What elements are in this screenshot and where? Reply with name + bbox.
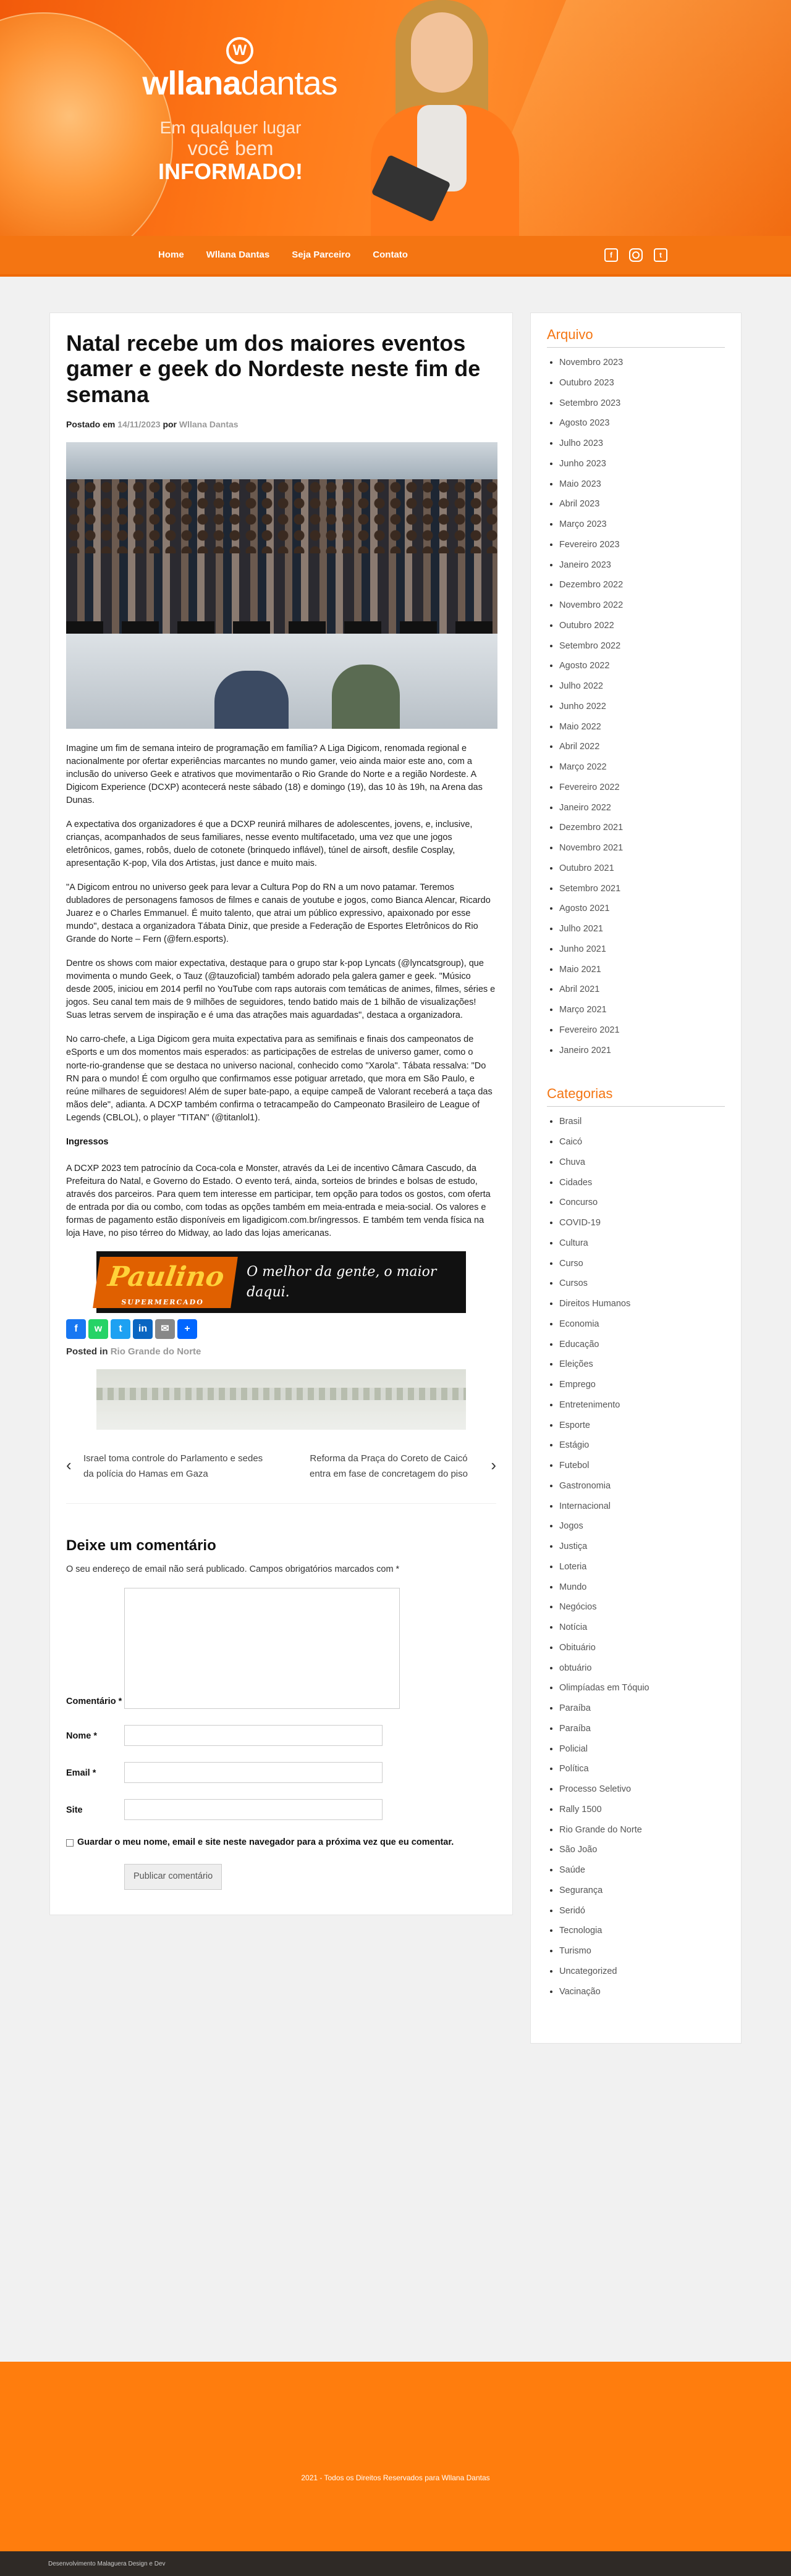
category-link[interactable]: • São João	[559, 1844, 725, 1857]
sponsor-banner[interactable]	[96, 1251, 466, 1313]
category-link[interactable]: • Esporte	[559, 1419, 725, 1433]
category-link[interactable]: • Obituário	[559, 1642, 725, 1655]
name-row	[66, 1725, 496, 1746]
category-link[interactable]: • Notícia	[559, 1621, 725, 1635]
twitter-icon[interactable]: t	[654, 248, 667, 262]
category-link[interactable]: • Olimpíadas em Tóquio	[559, 1682, 725, 1695]
category-link[interactable]: • Futebol	[559, 1459, 725, 1473]
archive-link[interactable]: • Fevereiro 2022	[559, 781, 725, 795]
share-button[interactable]: w	[88, 1319, 108, 1339]
comment-label: Comentário *	[66, 1696, 122, 1706]
category-link[interactable]: • Direitos Humanos	[559, 1298, 725, 1311]
chevron-left-icon: ‹	[66, 1455, 72, 1474]
archive-link[interactable]: • Maio 2021	[559, 963, 725, 977]
archive-link[interactable]: • Setembro 2023	[559, 397, 725, 411]
chevron-right-icon: ›	[491, 1455, 496, 1474]
category-link[interactable]: • Turismo	[559, 1945, 725, 1958]
comment-form	[66, 1535, 496, 1890]
archive-link[interactable]: • Julho 2022	[559, 680, 725, 694]
category-link[interactable]: • Segurança	[559, 1884, 725, 1898]
archive-link[interactable]: • Dezembro 2021	[559, 821, 725, 835]
site-row	[66, 1799, 496, 1820]
category-link[interactable]: • COVID-19	[559, 1217, 725, 1230]
logo-part2: dantas	[240, 65, 337, 102]
sponsor-brand: Paulino	[106, 1261, 226, 1293]
post-paragraph-tickets: A DCXP 2023 tem patrocínio da Coca-cola e Monster, através da Lei de incentivo Câmara Cascudo, da Prefeitura do Natal, e Governo do Estado. O evento terá, ainda, sorteios de brindes e bolsas de estudo, através dos parceiros. Para quem tem interesse em participar, tem opção para todos os gostos, com oferta de entrada por dia ou combo, com todas as opções também em meia-entrada e meia-social. Os valores e formas de pagamento estão disponíveis em ligadigicom.com.br/ingressos. E também tem venda física na loja Have, no piso térreo do Midway, ao lado das lojas americanas.	[66, 1164, 491, 1239]
author-link[interactable]: Wllana Dantas	[179, 419, 239, 430]
main-nav	[0, 236, 791, 277]
category-link[interactable]: • Tecnologia	[559, 1924, 725, 1938]
comment-textarea[interactable]	[124, 1588, 400, 1709]
site-label: Site	[66, 1805, 83, 1815]
category-link[interactable]: • Gastronomia	[559, 1480, 725, 1493]
category-link[interactable]: Rio Grande do Norte	[110, 1346, 201, 1357]
share-buttons	[66, 1319, 496, 1339]
category-link[interactable]: • Brasil	[559, 1115, 725, 1129]
logo-w-icon: W	[226, 37, 253, 64]
archive-list	[547, 356, 725, 1057]
section-heading-ingressos: Ingressos	[66, 1136, 109, 1147]
category-link[interactable]: • Estágio	[559, 1439, 725, 1453]
nav-item[interactable]: Seja Parceiro	[292, 249, 351, 260]
post-title: Natal recebe um dos maiores eventos gamer e geek do Nordeste neste fim de semana	[66, 330, 481, 407]
post-body	[66, 742, 496, 1124]
category-link[interactable]: • Emprego	[559, 1378, 725, 1392]
category-link[interactable]: • Justiça	[559, 1540, 725, 1554]
category-link[interactable]: • Paraíba	[559, 1722, 725, 1736]
by-label: por	[163, 419, 177, 430]
archive-link[interactable]: • Junho 2022	[559, 700, 725, 714]
share-button[interactable]: ✉	[155, 1319, 175, 1339]
archive-link[interactable]: • Novembro 2022	[559, 599, 725, 613]
archive-link[interactable]: • Julho 2023	[559, 437, 725, 451]
consent-row	[66, 1836, 496, 1850]
category-link[interactable]: • Loteria	[559, 1561, 725, 1574]
main-wrap	[49, 313, 742, 2044]
nav-menu	[158, 248, 430, 262]
facebook-icon[interactable]: f	[604, 248, 618, 262]
categories-title: Categorias	[547, 1083, 725, 1107]
email-input[interactable]	[124, 1762, 383, 1783]
category-link[interactable]: • Mundo	[559, 1581, 725, 1595]
posted-in	[66, 1345, 496, 1359]
previous-post-title: Israel toma controle do Parlamento e sedes da polícia do Hamas em Gaza	[83, 1453, 263, 1480]
tagline-line3: INFORMADO!	[158, 158, 303, 184]
archive-link[interactable]: • Março 2022	[559, 761, 725, 774]
archive-link[interactable]: • Outubro 2022	[559, 619, 725, 633]
post-paragraph: Dentre os shows com maior expectativa, destaque para o grupo star k-pop Lyncats (@lyncatsgroup), que movimenta o mundo Geek, o Tauz (@tauzoficial) também adorado pela galera gamer e geek. "Músico desde 2005, iniciou em 2014 perfil no YouTube com raps autorais com temáticas de animes, filmes, séries e jogos. Seu canal tem mais de 9 milhões de seguidores, tendo batido mais de 1 bilhão de visualizações! Suas letras servem de inspiração e é uma das atrações mais aguardadas", destaca a organizadora.	[66, 959, 496, 1021]
consent-checkbox[interactable]	[66, 1839, 74, 1847]
name-label: Nome *	[66, 1731, 97, 1741]
archive-link[interactable]: • Agosto 2022	[559, 660, 725, 673]
archive-link[interactable]: • Novembro 2023	[559, 356, 725, 370]
next-post-link[interactable]	[298, 1451, 496, 1482]
logo-part1: wllana	[142, 65, 241, 102]
archive-link[interactable]: • Dezembro 2022	[559, 579, 725, 592]
archive-link[interactable]: • Outubro 2021	[559, 862, 725, 876]
tagline-line1: Em qualquer lugar	[159, 118, 302, 137]
category-link[interactable]: • Internacional	[559, 1500, 725, 1514]
post-paragraph: "A Digicom entrou no universo geek para levar a Cultura Pop do RN a um novo patamar. Teremos dubladores de personagens famosos de filmes e canais de youtube e jogos, como Bianca Alencar, Ricardo Juarez e o Charles Emmanuel. É muito talento, que atrai um público expressivo, apaixonado por esse mundo", destaca a organizadora Tábata Diniz, que preside a Federação de Esportes Eletrônicos do Rio Grande do Norte – Fern (@fern.esports).	[66, 883, 491, 945]
archive-link[interactable]: • Setembro 2022	[559, 640, 725, 653]
category-link[interactable]: • Policial	[559, 1743, 725, 1756]
share-button[interactable]: +	[177, 1319, 197, 1339]
footer-copyright: 2021 - Todos os Direitos Reservados para Wllana Dantas	[301, 2473, 490, 2482]
featured-image	[66, 442, 497, 729]
related-image	[96, 1369, 466, 1430]
name-input[interactable]	[124, 1725, 383, 1746]
logo-text	[141, 67, 339, 100]
archive-link[interactable]: • Outubro 2023	[559, 377, 725, 390]
category-link[interactable]: • Negócios	[559, 1601, 725, 1614]
category-link[interactable]: • Cidades	[559, 1177, 725, 1190]
site-footer	[0, 2362, 791, 2551]
category-link[interactable]: • Caicó	[559, 1136, 725, 1149]
submit-comment-button[interactable]: Publicar comentário	[124, 1864, 222, 1890]
email-label: Email *	[66, 1768, 96, 1778]
post-date-link[interactable]: 14/11/2023	[117, 419, 161, 430]
categories-list	[547, 1115, 725, 1999]
category-link[interactable]: • Chuva	[559, 1156, 725, 1170]
posted-label: Postado em	[66, 419, 116, 430]
sponsor-logo	[93, 1257, 238, 1308]
footer-credit[interactable]: Desenvolvimento Malaguera Design e Dev	[48, 2560, 166, 2567]
category-link[interactable]: • Entretenimento	[559, 1399, 725, 1412]
category-link[interactable]: • Economia	[559, 1318, 725, 1332]
consent-label: Guardar o meu nome, email e site neste navegador para a próxima vez que eu comentar.	[77, 1837, 454, 1847]
presenter-photo	[365, 0, 525, 236]
archive-title: Arquivo	[547, 324, 725, 348]
header-tagline	[153, 119, 308, 184]
comment-note: O seu endereço de email não será publicado. Campos obrigatórios marcados com *	[66, 1564, 400, 1574]
archive-link[interactable]: • Janeiro 2021	[559, 1044, 725, 1058]
post-navigation	[66, 1451, 496, 1504]
category-link[interactable]: • Paraíba	[559, 1702, 725, 1716]
comment-row	[66, 1588, 496, 1709]
category-link[interactable]: • Processo Seletivo	[559, 1783, 725, 1797]
category-link[interactable]: • Curso	[559, 1257, 725, 1271]
archive-link[interactable]: • Janeiro 2023	[559, 559, 725, 573]
post-paragraph: No carro-chefe, a Liga Digicom gera muita expectativa para as semifinais e finais dos campeonatos de eSports e um dos momentos mais esperados: as participações de estrelas de universo gamer, como o norte-rio-grandense que se destaca no universo nacional, conhecido como "Xarola". Tábata ressalva: "Do RN para o mundo! É com orgulho que confirmamos esse potiguar arretado, que mora em São Paulo, e reúne milhares de seguidores! Além de super bate-papo, a equipe campeã de Valorant receberá a taça das mãos dele", adianta. A DCXP também confirma o tetracampeão do Campeonato Brasileiro de League of Legends (CBLOL), o player "TITAN" (@titanlol1).	[66, 1034, 493, 1123]
category-link[interactable]: • Rally 1500	[559, 1803, 725, 1817]
posted-in-label: Posted in	[66, 1346, 108, 1357]
category-link[interactable]: • Educação	[559, 1338, 725, 1352]
comment-title: Deixe um comentário	[66, 1537, 216, 1554]
category-link[interactable]: • Saúde	[559, 1864, 725, 1877]
post-paragraph: Imagine um fim de semana inteiro de programação em família? A Liga Digicom, renomada regional e nacionalmente por ofertar experiências marcantes no mundo gamer, veio ainda maior este ano, com a inclusão do universo Geek e atrativos que movimentarão o Rio Grande do Norte e a região Nordeste. A Digicom Experience (DCXP) acontecerá neste sábado (18) e domingo (19), das 10 às 19h, na Arena das Dunas.	[66, 744, 483, 806]
sidebar	[530, 313, 742, 2044]
share-button[interactable]: f	[66, 1319, 86, 1339]
bottom-bar	[0, 2551, 791, 2576]
archive-link[interactable]: • Junho 2023	[559, 458, 725, 471]
archive-link[interactable]: • Agosto 2023	[559, 417, 725, 430]
site-input[interactable]	[124, 1799, 383, 1820]
category-link[interactable]: • Cursos	[559, 1277, 725, 1291]
post-meta	[66, 418, 496, 431]
next-post-title: Reforma da Praça do Coreto de Caicó entra em fase de concretagem do piso	[310, 1453, 468, 1480]
sponsor-slogan: O melhor da gente, o maior daqui.	[247, 1264, 437, 1301]
category-link[interactable]: • Política	[559, 1763, 725, 1776]
category-link[interactable]: • Eleições	[559, 1358, 725, 1372]
category-link[interactable]: • Jogos	[559, 1520, 725, 1533]
nav-item[interactable]: Wllana Dantas	[206, 249, 270, 260]
nav-item[interactable]: Home	[158, 249, 184, 260]
archive-link[interactable]: • Maio 2023	[559, 478, 725, 492]
archive-link[interactable]: • Abril 2021	[559, 983, 725, 997]
post-content	[49, 313, 513, 1915]
nav-item[interactable]: Contato	[373, 249, 408, 260]
instagram-icon[interactable]	[629, 248, 643, 262]
category-link[interactable]: • Rio Grande do Norte	[559, 1824, 725, 1837]
previous-post-link[interactable]	[66, 1451, 264, 1482]
archive-link[interactable]: • Janeiro 2022	[559, 802, 725, 815]
category-link[interactable]: • obtuário	[559, 1662, 725, 1676]
archive-link[interactable]: • Abril 2022	[559, 740, 725, 754]
category-link[interactable]: • Concurso	[559, 1196, 725, 1210]
category-link[interactable]: • Uncategorized	[559, 1965, 725, 1979]
categories-widget	[547, 1083, 725, 1999]
archive-link[interactable]: • Março 2023	[559, 518, 725, 532]
category-link[interactable]: • Cultura	[559, 1237, 725, 1251]
archive-link[interactable]: • Fevereiro 2023	[559, 539, 725, 552]
post-paragraph: A expectativa dos organizadores é que a DCXP reunirá milhares de adolescentes, jovens, e, inclusive, crianças, acompanhados de seus familiares, nesse evento multifacetado, uma vez que une jogos eletrônicos, games, robôs, duelo de cotonete (brinquedo inflável), túnel de airsoft, desfile Cosplay, apresentação K-pop, Vila dos Artistas, just dance e muito mais.	[66, 820, 473, 869]
category-link[interactable]: • Seridó	[559, 1905, 725, 1918]
archive-link[interactable]: • Abril 2023	[559, 498, 725, 511]
archive-widget	[547, 324, 725, 1057]
share-button[interactable]: t	[111, 1319, 130, 1339]
archive-link[interactable]: • Junho 2021	[559, 943, 725, 957]
archive-link[interactable]: • Fevereiro 2021	[559, 1024, 725, 1038]
sponsor-brand-sub: SUPERMERCADO	[121, 1298, 205, 1307]
archive-link[interactable]: • Março 2021	[559, 1004, 725, 1017]
tagline-line2: você bem	[187, 136, 274, 159]
category-link[interactable]: • Vacinação	[559, 1986, 725, 1999]
share-button[interactable]: in	[133, 1319, 153, 1339]
site-header	[0, 0, 791, 236]
archive-link[interactable]: • Julho 2021	[559, 923, 725, 936]
social-links	[604, 248, 667, 262]
archive-link[interactable]: • Setembro 2021	[559, 883, 725, 896]
archive-link[interactable]: • Novembro 2021	[559, 842, 725, 855]
site-logo[interactable]	[141, 37, 339, 100]
email-row	[66, 1762, 496, 1783]
archive-link[interactable]: • Maio 2022	[559, 721, 725, 734]
archive-link[interactable]: • Agosto 2021	[559, 902, 725, 916]
